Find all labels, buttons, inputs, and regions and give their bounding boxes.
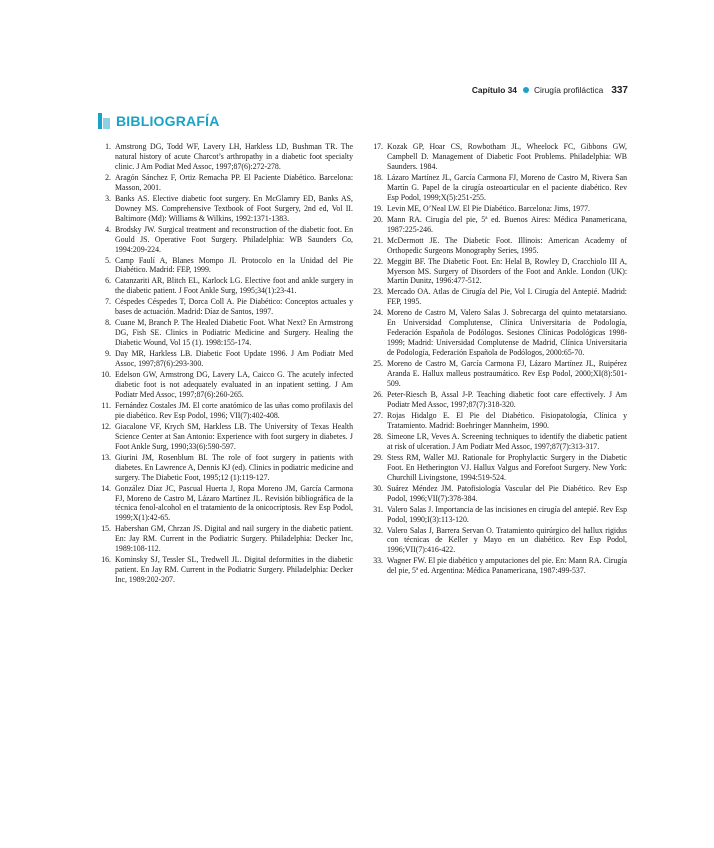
reference-item (98, 349, 353, 369)
reference-item (98, 297, 353, 317)
reference-text: Habershan GM, Chrzan JS. Digital and nail surgery in the diabetic patient. En: Jay RM. Current in the Podiatric Surgery. Philadelphia: Decker Inc, 1989:108-112. (115, 524, 353, 554)
reference-number: 16. (101, 555, 111, 565)
reference-item (370, 257, 627, 287)
reference-text: González Díaz JC, Pascual Huerta J, Ropa Moreno JM, García Carmona FJ, Moreno de Castro M, Lázaro Martínez JL. Revisión bibliográfica de la técnica fenol-alcohol en el tratamiento de la onicocriptosis. Rev Esp Podol, 1999;X(1):42-65. (115, 483, 353, 523)
reference-number: 26. (373, 389, 383, 399)
reference-text: Mann RA. Cirugía del pie, 5ª ed. Buenos Aires: Médica Panamericana, 1987:225-246. (387, 214, 627, 234)
reference-number: 6. (105, 276, 111, 286)
reference-text: Giacalone VF, Krych SM, Harkless LB. The University of Texas Health Science Center at San Antonio: Experience with foot surgery in diabetes. J Foot Ankle Surg, 1990;33(6):590-597. (115, 421, 353, 451)
page-number: 337 (611, 84, 628, 96)
reference-item (370, 173, 627, 203)
reference-number: 18. (373, 172, 383, 182)
reference-text: Amstrong DG, Todd WF, Lavery LH, Harkless LD, Bushman TR. The natural history of acute Charcot’s arthropathy in a diabetic foot specialty clinic. J Am Podiat Med Assoc, 1997;87(6):272-278. (115, 142, 353, 171)
reference-number: 7. (105, 297, 111, 307)
reference-number: 33. (373, 556, 383, 566)
reference-number: 31. (373, 504, 383, 514)
reference-number: 25. (373, 359, 383, 369)
reference-item (370, 526, 627, 556)
reference-text: Camp Faulí A, Blanes Mompo JI. Protocolo en la Unidad del Pie Diabético. Madrid: FEP, 1999. (115, 255, 353, 275)
reference-text: Valero Salas J, Barrera Servan O. Tratamiento quirúrgico del hallux rigidus con técnicas de Keller y Mayo en un diabético. Rev Esp Podol, 1996;VII(7):416-422. (387, 525, 627, 555)
reference-item (98, 422, 353, 452)
reference-item (370, 359, 627, 389)
reference-item (98, 555, 353, 585)
reference-number: 19. (373, 203, 383, 213)
reference-item (370, 287, 627, 307)
reference-item (98, 370, 353, 400)
reference-number: 21. (373, 235, 383, 245)
reference-number: 5. (105, 255, 111, 265)
reference-text: Fernández Costales JM. El corte anatómico de las uñas como profilaxis del pie diabético. Rev Esp Podol, 1996; VII(7):402-408. (115, 400, 353, 420)
reference-number: 29. (373, 452, 383, 462)
reference-number: 10. (101, 370, 111, 380)
reference-text: Day MR, Harkless LB. Diabetic Foot Update 1996. J Am Podiatr Med Assoc, 1997;87(6):293-300. (115, 349, 353, 369)
reference-number: 13. (101, 452, 111, 462)
reference-item (370, 215, 627, 235)
reference-text: Wagner FW. El pie diabético y amputaciones del pie. En: Mann RA. Cirugía del pie, 5ª ed. Argentina: Médica Panamericana, 1987:499-537. (387, 556, 627, 576)
reference-number: 27. (373, 410, 383, 420)
reference-item (98, 173, 353, 193)
references-right-column (370, 142, 627, 577)
reference-text: Brodsky JW. Surgical treatment and reconstruction of the diabetic foot. En Gould JS. Operative Foot Surgery. Philadelphia: WB Saunders Co, 1994:209-224. (115, 224, 353, 254)
references-left-column (98, 142, 353, 586)
chapter-label: Capítulo 34 (471, 85, 517, 95)
reference-text: Meggitt BF. The Diabetic Foot. En: Helal B, Rowley D, Cracchiolo III A, Myerson MS. Surgery of Disorders of the Foot and Ankle. London (UK): Martin Dunitz, 1996:477-512. (387, 256, 627, 286)
reference-text: Aragón Sánchez F, Ortiz Remacha PP. El Paciente Diabético. Barcelona: Masson, 2001. (115, 172, 353, 192)
reference-text: Kominsky SJ, Tessler SL, Tredwell JL. Digital deformities in the diabetic patient. En Jay RM. Current in the Podiatric Surgery. Philadelphia: Decker Inc, 1989:202-207. (115, 555, 353, 585)
reference-item (370, 484, 627, 504)
reference-text: Giurini JM, Rosenblum BI. The role of foot surgery in patients with diabetes. En Lawrence A, Dennis KJ (ed). Clinics in podiatric medicine and surgery. The Diabetic Foot, 1995;12 (1):119-127. (115, 452, 353, 482)
reference-text: Stess RM, Waller MJ. Rationale for Prophylactic Surgery in the Diabetic Foot. En Hetherington VJ. Hallux Valgus and Forefoot Surgery. New York: Churchill Livingstone, 1994:519-524. (387, 452, 627, 482)
reference-text: Catanzariti AR, Blitch EL, Karlock LG. Elective foot and ankle surgery in the diabetic patient. J Foot Ankle Surg, 1995;34(1):23-41. (115, 276, 353, 296)
reference-number: 1. (105, 142, 111, 151)
reference-text: McDermott JE. The Diabetic Foot. Illinois: American Academy of Orthopedic Surgeons Monography Series, 1995. (387, 235, 627, 255)
reference-text: Céspedes Céspedes T, Dorca Coll A. Pie Diabético: Conceptos actuales y bases de actuación. Madrid: Díaz de Santos, 1997. (115, 297, 353, 317)
reference-item (370, 390, 627, 410)
reference-text: Edelson GW, Armstrong DG, Lavery LA, Caicco G. The acutely infected diabetic foot is not adequately evaluated in an inpatient setting. J Am Podiatr Med Assoc, 1997;87(6):260-265. (115, 370, 353, 399)
reference-number: 4. (105, 224, 111, 234)
reference-item (370, 308, 627, 358)
reference-item (98, 401, 353, 421)
running-head (472, 83, 628, 97)
reference-item (98, 256, 353, 276)
reference-number: 32. (373, 525, 383, 535)
reference-number: 11. (101, 400, 111, 410)
section-heading (98, 113, 220, 129)
reference-item (370, 556, 627, 576)
reference-text: Peter-Riesch B, Assal J-P. Teaching diabetic foot care effectively. J Am Podiatr Med Assoc, 1997;87(7):318-320. (387, 389, 627, 409)
reference-item (370, 204, 627, 214)
reference-number: 22. (373, 256, 383, 266)
reference-item (98, 276, 353, 296)
reference-number: 8. (105, 318, 111, 328)
reference-item (370, 505, 627, 525)
reference-text: Rojas Hidalgo E. El Pie del Diabético. Fisiopatología, Clínica y Tratamiento. Madrid: Boehringer Mannheim, 1990. (387, 410, 627, 430)
reference-item (370, 411, 627, 431)
reference-text: Mercado OA. Atlas de Cirugía del Pie, Vol I. Cirugía del Antepié. Madrid: FEP, 1995. (387, 287, 627, 307)
reference-text: Banks AS. Elective diabetic foot surgery. En McGlamry ED, Banks AS, Downey MS. Comprehensive Textbook of Foot Surgery, 2nd ed, Vol II. Baltimore (Md): Williams & Wilkins, 1992:1371-1383. (115, 193, 353, 223)
reference-number: 28. (373, 431, 383, 441)
reference-item (370, 142, 627, 172)
reference-item (98, 194, 353, 224)
reference-item (98, 453, 353, 483)
reference-number: 12. (101, 421, 111, 431)
chapter-title: Cirugía profiláctica (533, 85, 604, 95)
reference-number: 2. (105, 172, 111, 182)
reference-number: 30. (373, 483, 383, 493)
section-title: BIBLIOGRAFÍA (116, 113, 220, 129)
reference-text: Simeone LR, Veves A. Screening techniques to identify the diabetic patient at risk of ulceration. J Am Podiatr Med Assoc, 1997;87(7):313-317. (387, 431, 627, 451)
reference-number: 24. (373, 308, 383, 318)
reference-text: Kozak GP, Hoar CS, Rowbotham JL, Wheelock FC, Gibbons GW, Campbell D. Management of Diabetic Foot Problems. Philadelphia: WB Saunders. 1984. (387, 142, 627, 171)
reference-text: Levin ME, O’Neal LW. El Pie Diabético. Barcelona: Jims, 1977. (387, 203, 591, 213)
reference-number: 23. (373, 287, 383, 297)
reference-item (98, 142, 353, 172)
reference-text: Moreno de Castro M, García Carmona FJ, Lázaro Martínez JL, Ruipérez Aranda E. Hallux malleus postraumático. Rev Esp Podol, 2000;XI(8):501-509. (387, 359, 627, 388)
reference-number: 15. (101, 524, 111, 534)
reference-text: Lázaro Martínez JL, García Carmona FJ, Moreno de Castro M, Rivera San Martín G. Papel de la cirugía osteoarticular en el paciente diabético. Rev Esp Podol, 1999;X(5):251-255. (387, 172, 627, 202)
reference-item (370, 453, 627, 483)
reference-item (370, 236, 627, 256)
reference-number: 14. (101, 483, 111, 493)
section-marker-icon (98, 113, 110, 129)
reference-text: Moreno de Castro M, Valero Salas J. Sobrecarga del quinto metatarsiano. En Universidad Complutense, Clínica Universitaria de Podología, Federación Española de Podólogos. Sesiones Clínicas Podológicas 1998-1999; Madrid: Universidad Complutense de Madrid, Clínica Universitaria de Podología, Federación Española de Podólogos, 2000:65-70. (387, 308, 627, 358)
reference-item (98, 318, 353, 348)
reference-number: 20. (373, 214, 383, 224)
reference-text: Cuane M, Branch P. The Healed Diabetic Foot. What Next? En Armstrong DG, Fish SE. Clinics in Podiatric Medicine and Surgery. Healing the Diabetic Wound, Vol 15 (1). 1998:155-174. (115, 318, 353, 348)
reference-item (98, 484, 353, 524)
reference-item (98, 225, 353, 255)
reference-number: 17. (373, 142, 383, 151)
reference-number: 9. (105, 349, 111, 359)
reference-item (370, 432, 627, 452)
reference-text: Suárez Méndez JM. Patofisiología Vascular del Pie Diabético. Rev Esp Podol, 1996;VII(7):378-384. (387, 483, 627, 503)
reference-text: Valero Salas J. Importancia de las incisiones en cirugía del antepié. Rev Esp Podol, 1990;I(3):113-120. (387, 504, 627, 524)
reference-item (98, 524, 353, 554)
reference-number: 3. (105, 193, 111, 203)
bullet-dot-icon (523, 87, 529, 93)
